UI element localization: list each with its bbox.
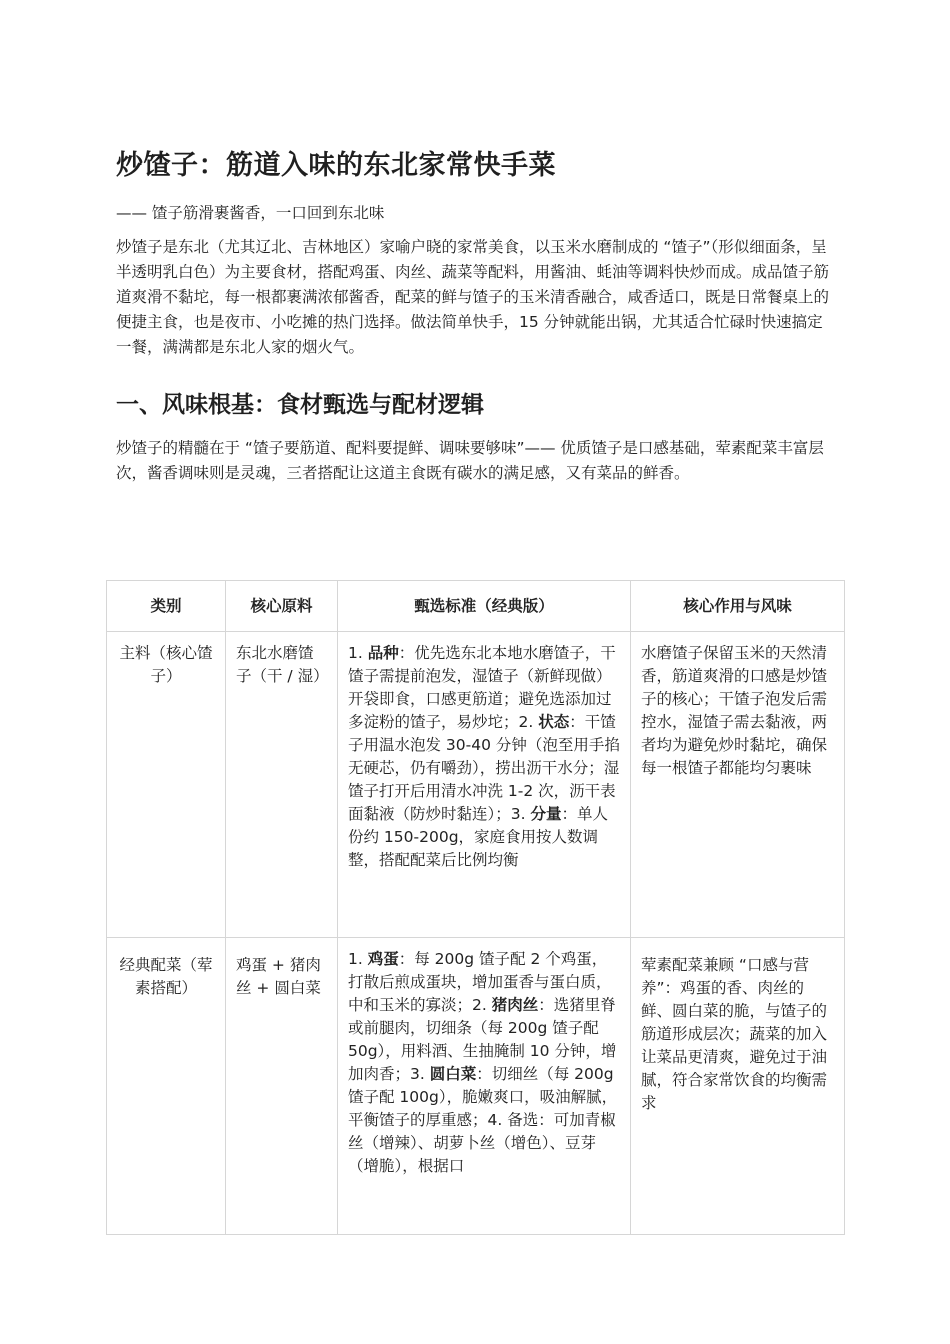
header-role: 核心作用与风味 (631, 581, 845, 632)
text-segment: ：优先选东北本地水磨馇子，干馇子需提前泡发，湿馇子（新鲜现做）开袋即食，口感更筋道；避免选添加过多淀粉的馇子，易炒坨；2. (348, 644, 616, 731)
text-segment: ：切细丝（每 200g 馇子配 100g），脆嫩爽口，吸油解腻，平衡馇子的厚重感；4. 备选：可加青椒丝（增辣）、胡萝卜丝（增色）、豆芽（增脆），根据口 (348, 1065, 618, 1175)
section-heading: 一、风味根基：食材甄选与配材逻辑 (116, 392, 484, 418)
table-row (107, 938, 845, 1235)
page-title: 炒馇子：筋道入味的东北家常快手菜 (116, 150, 556, 181)
header-standard: 甄选标准（经典版） (338, 581, 631, 632)
text-segment: ：单人份约 150-200g，家庭食用按人数调整，搭配配菜后比例均衡 (348, 805, 608, 869)
text-segment: 1. (348, 644, 368, 662)
cell-standard (338, 938, 631, 1235)
bold-term: 分量 (530, 805, 562, 823)
intro-paragraph: 炒馇子是东北（尤其辽北、吉林地区）家喻户晓的家常美食，以玉米水磨制成的 “馇子”（形似细面条，呈半透明乳白色）为主要食材，搭配鸡蛋、肉丝、蔬菜等配料，用酱油、蚝油等调料快炒而成。成品馇子筋道爽滑不黏坨，每一根都裹满浓郁酱香，配菜的鲜与馇子的玉米清香融合，咸香适口，既是日常餐桌上的便捷主食，也是夜市、小吃摊的热门选择。做法简单快手，15 分钟就能出锅，尤其适合忙碌时快速搞定一餐，满满都是东北人家的烟火气。 (116, 238, 830, 356)
table-header-row (107, 581, 845, 632)
cell-category (107, 938, 226, 1235)
cell-text (348, 948, 620, 1218)
header-category: 类别 (107, 581, 226, 632)
table-row (107, 632, 845, 938)
bold-term: 品种 (367, 644, 399, 662)
bold-term: 猪肉丝 (491, 996, 539, 1014)
cell-role: 水磨馇子保留玉米的天然清香，筋道爽滑的口感是炒馇子的核心；干馇子泡发后需控水，湿馇子需去黏液，两者均为避免炒时黏坨，确保每一根馇子都能均匀裹味 (631, 632, 845, 938)
text-segment: ：干馇子用温水泡发 30-40 分钟（泡至用手掐无硬芯，仍有嚼劲），捞出沥干水分；湿馇子打开后用清水冲洗 1-2 次，沥干表面黏液（防炒时黏连）；3. (348, 713, 620, 823)
cell-ingredient (226, 938, 338, 1235)
cell-category: 主料（核心馇子） (107, 632, 226, 938)
section-paragraph: 炒馇子的精髓在于 “馇子要筋道、配料要提鲜、调味要够味”—— 优质馇子是口感基础，荤素配菜丰富层次，酱香调味则是灵魂，三者搭配让这道主食既有碳水的满足感，又有菜品的鲜香。 (116, 439, 824, 482)
text-segment: ：每 200g 馇子配 2 个鸡蛋，打散后煎成蛋块，增加蛋香与蛋白质，中和玉米的寡淡；2. (348, 950, 612, 1014)
cell-standard (338, 632, 631, 938)
page-subtitle: —— 馇子筋滑裹酱香，一口回到东北味 (116, 204, 385, 222)
cell-role (631, 938, 845, 1235)
bold-term: 状态 (538, 713, 570, 731)
cell-ingredient: 东北水磨馇子（干 / 湿） (226, 632, 338, 938)
bold-term: 圆白菜 (429, 1065, 477, 1083)
text-segment: 1. (348, 950, 368, 968)
ingredient-table (106, 580, 845, 1235)
header-ingredient: 核心原料 (226, 581, 338, 632)
cell-text: 荤素配菜兼顾 “口感与营养”：鸡蛋的香、肉丝的鲜、圆白菜的脆，与馇子的筋道形成层次；蔬菜的加入让菜品更清爽，避免过于油腻，符合家常饮食的均衡需求 (641, 956, 828, 1112)
text-segment: ：选猪里脊或前腿肉，切细条（每 200g 馇子配 50g），用料酒、生抽腌制 10 分钟，增加肉香；3. (348, 996, 617, 1083)
article (116, 146, 836, 486)
cell-text: 鸡蛋 + 猪肉丝 + 圆白菜 (236, 956, 321, 997)
bold-term: 鸡蛋 (367, 950, 399, 968)
cell-text: 经典配菜（荤素搭配） (119, 956, 213, 997)
